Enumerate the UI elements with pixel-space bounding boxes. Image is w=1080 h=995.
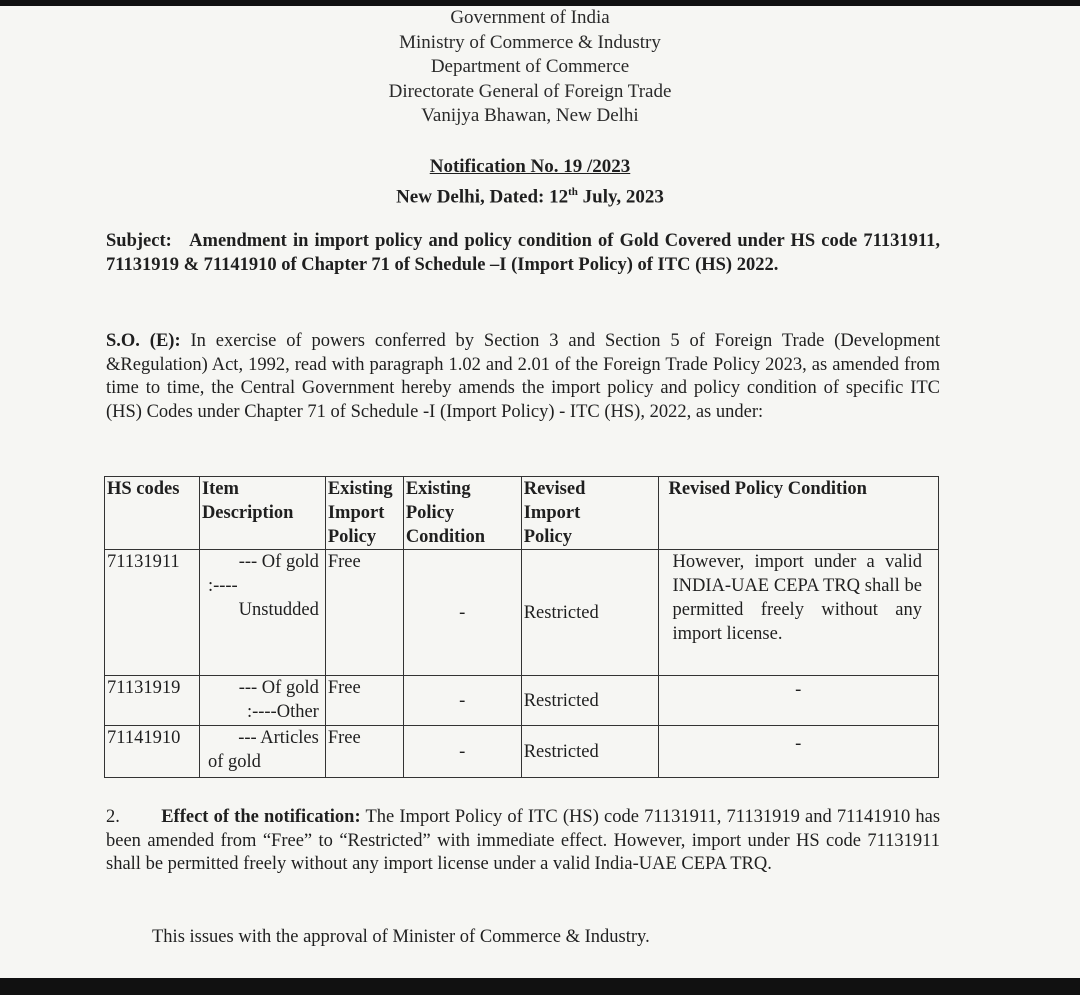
effect-paragraph bbox=[106, 806, 940, 877]
header-line-5: Vanijya Bhawan, New Delhi bbox=[421, 105, 639, 126]
header-revised-import-policy: Revised Import Policy bbox=[521, 477, 658, 550]
cell-existing-policy: Free bbox=[325, 550, 403, 676]
date-superscript: th bbox=[568, 186, 578, 198]
closing-line: This issues with the approval of Minister of Commerce & Industry. bbox=[152, 927, 650, 947]
cell-existing-policy: Free bbox=[325, 726, 403, 778]
table-row bbox=[105, 726, 939, 778]
date-prefix: New Delhi, Dated: 12 bbox=[396, 186, 569, 208]
cell-item: --- Of gold :----Other bbox=[199, 676, 325, 726]
notification-number-text: Notification No. 19 /2023 bbox=[429, 156, 631, 177]
subject-text: Amendment in import policy and policy condition of Gold Covered under HS code 71131911, 71131919 & 71141910 of Chapter 71 of Schedule –I (Import Policy) of ITC (HS) 2022. bbox=[106, 231, 940, 275]
cell-revised-condition: - bbox=[658, 726, 938, 778]
header-hs-codes: HS codes bbox=[105, 477, 200, 550]
so-text: In exercise of powers conferred by Section 3 and Section 5 of Foreign Trade (Development &Regulation) Act, 1992, read with paragraph 1.02 and 2.01 of the Foreign Trade Policy 2023, as amended from time to time, the Central Government hereby amends the import policy and policy condition of specific ITC (HS) Codes under Chapter 71 of Schedule -I (Import Policy) - ITC (HS), 2022, as under: bbox=[106, 331, 941, 422]
cell-hs: 71141910 bbox=[105, 726, 200, 778]
header-line-3: Department of Commerce bbox=[430, 56, 630, 77]
header-line-4: Directorate General of Foreign Trade bbox=[388, 81, 672, 102]
date-suffix: July, 2023 bbox=[577, 186, 664, 208]
so-paragraph bbox=[106, 330, 940, 424]
cell-item: --- Articles of gold bbox=[199, 726, 325, 778]
cell-revised-policy: Restricted bbox=[521, 676, 658, 726]
cell-item: --- Of gold :---- Unstudded bbox=[199, 550, 325, 676]
header-line-1: Government of India bbox=[450, 7, 610, 28]
table-header-row bbox=[105, 477, 939, 550]
header-existing-policy-condition: Existing Policy Condition bbox=[403, 477, 521, 550]
subject-label: Subject: bbox=[106, 231, 172, 251]
so-label: S.O. (E): bbox=[106, 331, 181, 351]
cell-existing-condition: - bbox=[403, 676, 521, 726]
notification-number bbox=[0, 155, 1060, 179]
header-existing-import-policy: Existing Import Policy bbox=[325, 477, 403, 550]
cell-revised-policy: Restricted bbox=[521, 726, 658, 778]
cell-existing-condition: - bbox=[403, 550, 521, 676]
cell-hs: 71131919 bbox=[105, 676, 200, 726]
effect-number: 2. bbox=[106, 807, 120, 827]
effect-label: Effect of the notification: bbox=[161, 807, 361, 827]
cell-existing-condition: - bbox=[403, 726, 521, 778]
policy-table bbox=[104, 476, 939, 778]
header-revised-policy-condition: Revised Policy Condition bbox=[658, 477, 938, 550]
notification-date bbox=[0, 180, 1060, 209]
cell-hs: 71131911 bbox=[105, 550, 200, 676]
subject-paragraph bbox=[106, 230, 940, 277]
cell-existing-policy: Free bbox=[325, 676, 403, 726]
header-item-description: Item Description bbox=[199, 477, 325, 550]
table-row bbox=[105, 550, 939, 676]
cell-revised-condition: However, import under a valid INDIA-UAE CEPA TRQ shall be permitted freely without any import license. bbox=[658, 550, 938, 676]
bottom-edge-bar bbox=[0, 978, 1080, 995]
effect-text: The Import Policy of ITC (HS) code 71131911, 71131919 and 71141910 has been amended from “Free” to “Restricted” with immediate effect. However, import under HS code 71131911 shall be permitted freely without any import license under a valid India-UAE CEPA TRQ. bbox=[106, 807, 941, 874]
table-row bbox=[105, 676, 939, 726]
cell-revised-policy: Restricted bbox=[521, 550, 658, 676]
header-line-2: Ministry of Commerce & Industry bbox=[399, 32, 661, 53]
cell-revised-condition: - bbox=[658, 676, 938, 726]
